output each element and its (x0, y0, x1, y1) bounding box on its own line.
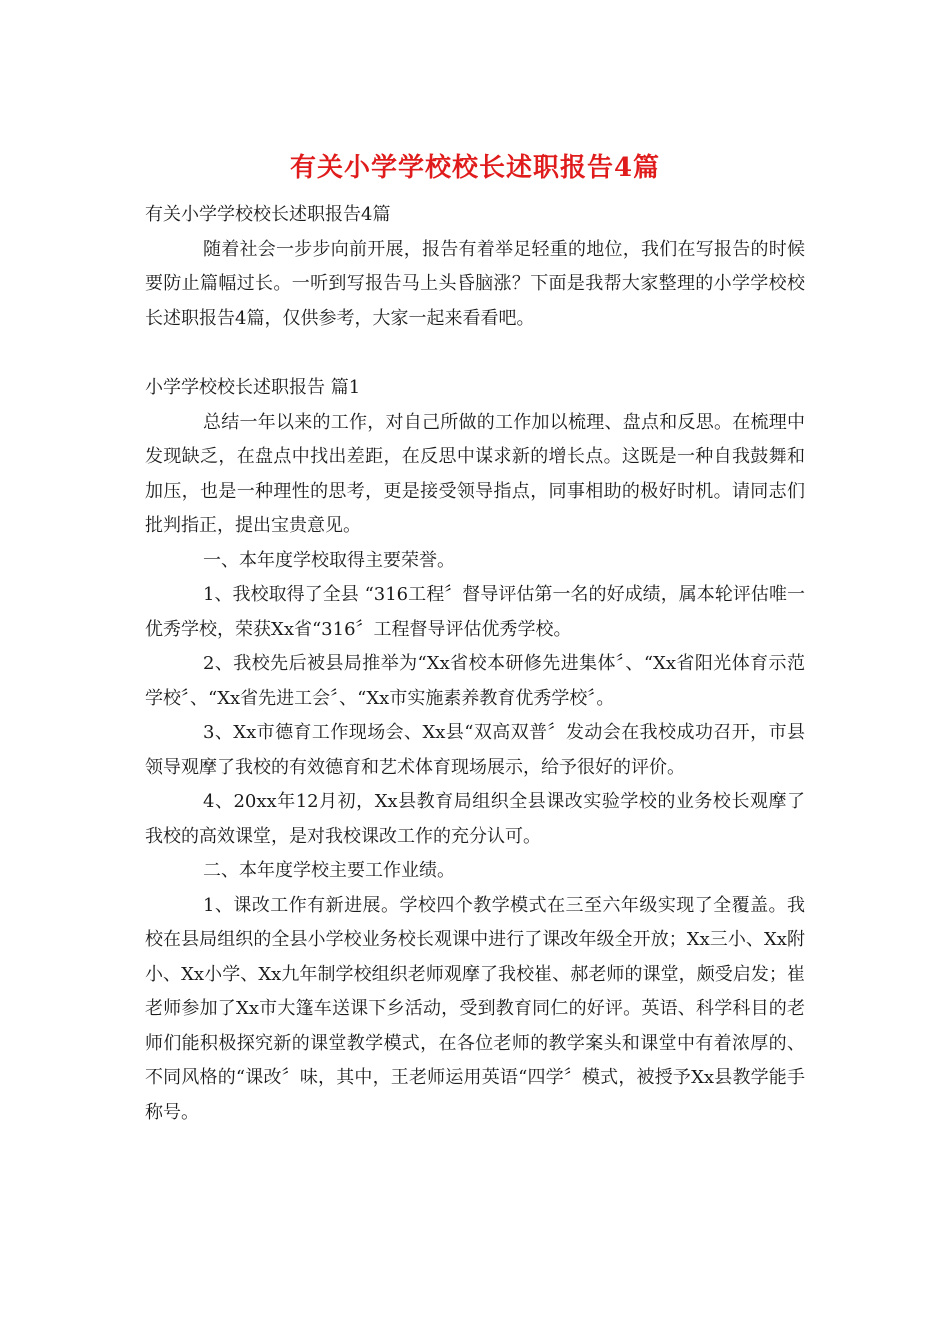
body-paragraph: 3、Xx市德育工作现场会、Xx县“双高双普〞发动会在我校成功召开，市县领导观摩了我校的有效德育和艺术体育现场展示，给予很好的评价。 (145, 722, 805, 778)
document-subtitle: 有关小学学校校长述职报告4篇 (145, 204, 391, 225)
section-spacer (145, 336, 805, 371)
body-paragraph: 二、本年度学校主要工作业绩。 (203, 860, 455, 881)
document-body (145, 198, 805, 1130)
body-paragraph: 1、课改工作有新进展。学校四个教学模式在三至六年级实现了全覆盖。我校在县局组织的全县小学校业务校长观课中进行了课改年级全开放；Xx三小、Xx附小、Xx小学、Xx九年制学校组织老师观摩了我校崔、郝老师的课堂，颇受启发；崔老师参加了Xx市大篷车送课下乡活动，受到教育同仁的好评。英语、科学科目的老师们能积极探究新的课堂教学模式，在各位老师的教学案头和课堂中有着浓厚的、不同风格的“课改〞味，其中，王老师运用英语“四学〞模式，被授予Xx县教学能手称号。 (145, 894, 805, 1123)
body-paragraph: 1、我校取得了全县 “316工程〞督导评估第一名的好成绩，属本轮评估唯一优秀学校，荣获Xx省“316〞工程督导评估优秀学校。 (145, 584, 805, 640)
body-paragraph: 2、我校先后被县局推举为“Xx省校本研修先进集体〞、“Xx省阳光体育示范学校〞、“Xx省先进工会〞、“Xx市实施素养教育优秀学校〞。 (145, 653, 805, 709)
body-paragraph: 总结一年以来的工作，对自己所做的工作加以梳理、盘点和反思。在梳理中发现缺乏，在盘点中找出差距，在反思中谋求新的增长点。这既是一种自我鼓舞和加压，也是一种理性的思考，更是接受领导指点，同事相助的极好时机。请同志们批判指正，提出宝贵意见。 (145, 411, 805, 536)
body-paragraph: 一、本年度学校取得主要荣誉。 (203, 549, 455, 571)
document-title: 有关小学学校校长述职报告4篇 (289, 153, 661, 183)
body-paragraph: 4、20xx年12月初，Xx县教育局组织全县课改实验学校的业务校长观摩了我校的高效课堂，是对我校课改工作的充分认可。 (145, 791, 805, 847)
section-heading: 小学学校校长述职报告 篇1 (145, 377, 361, 398)
intro-paragraph: 随着社会一步步向前开展，报告有着举足轻重的地位，我们在写报告的时候要防止篇幅过长。一听到写报告马上头昏脑涨？下面是我帮大家整理的小学学校校长述职报告4篇，仅供参考，大家一起来看看吧。 (145, 238, 805, 329)
